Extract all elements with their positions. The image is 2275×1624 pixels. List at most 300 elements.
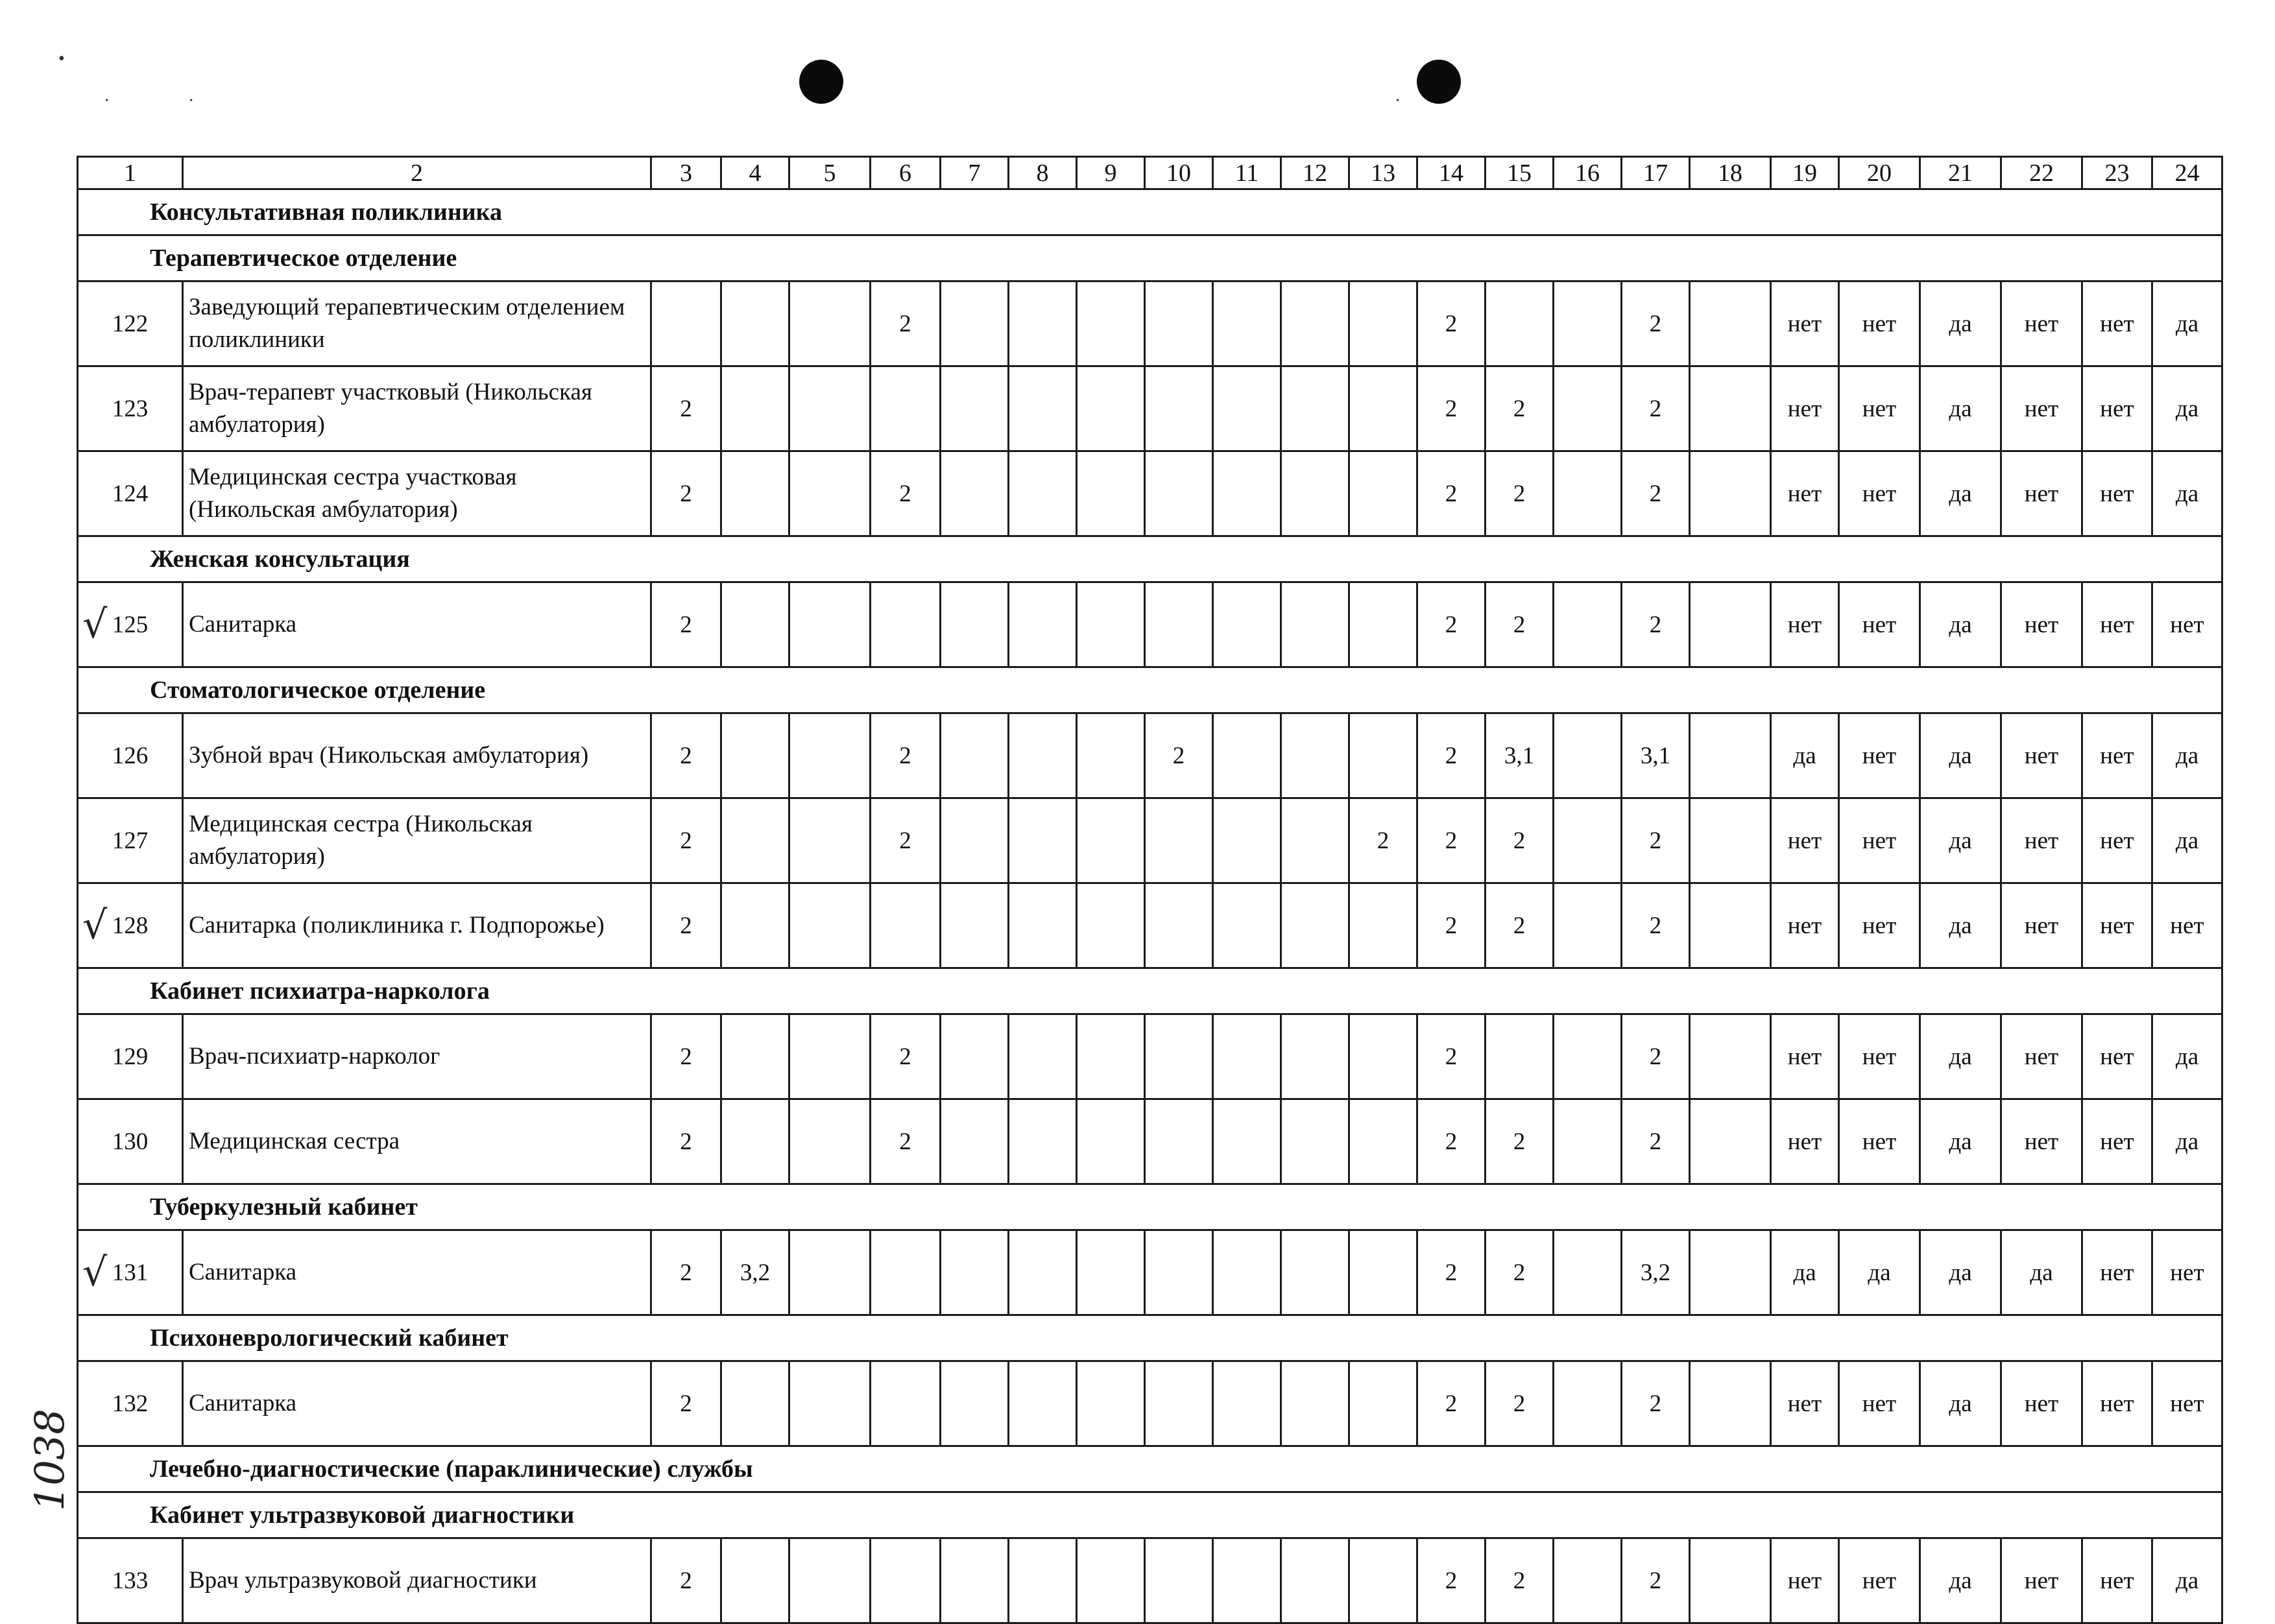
value-cell <box>1349 281 1417 366</box>
value-cell: 2 <box>1622 281 1690 366</box>
value-cell <box>789 883 871 968</box>
value-cell: да <box>1920 582 2001 667</box>
value-cell <box>941 1230 1009 1315</box>
value-cell: 2 <box>1417 1099 1486 1184</box>
value-cell: 2 <box>1622 451 1690 536</box>
value-cell: нет <box>2001 883 2082 968</box>
value-cell: нет <box>2001 366 2082 451</box>
value-cell <box>1554 1014 1622 1099</box>
value-cell: 3,1 <box>1622 713 1690 798</box>
value-cell: 2 <box>871 713 941 798</box>
value-cell: 2 <box>651 713 721 798</box>
table-row <box>78 713 2222 798</box>
value-cell: 2 <box>1486 582 1554 667</box>
value-cell <box>789 451 871 536</box>
value-cell <box>1077 582 1145 667</box>
value-cell: нет <box>1839 582 1920 667</box>
value-cell: да <box>2152 798 2222 883</box>
value-cell: 2 <box>1349 798 1417 883</box>
value-cell <box>789 1230 871 1315</box>
position-name: Врач-терапевт участковый (Никольская амбулатория) <box>183 366 651 451</box>
value-cell <box>1281 281 1349 366</box>
value-cell <box>1554 883 1622 968</box>
value-cell: нет <box>2082 798 2152 883</box>
section-row <box>78 667 2222 713</box>
position-name: Врач-психиатр-нарколог <box>183 1014 651 1099</box>
value-cell <box>1281 883 1349 968</box>
section-title: Консультативная поликлиника <box>78 189 2222 235</box>
row-number: 127 <box>112 827 149 854</box>
value-cell: нет <box>2001 798 2082 883</box>
row-number-cell <box>78 451 183 536</box>
value-cell: нет <box>1771 451 1839 536</box>
value-cell: нет <box>1771 281 1839 366</box>
value-cell <box>1077 1014 1145 1099</box>
value-cell: 2 <box>1486 1538 1554 1623</box>
value-cell: нет <box>1771 582 1839 667</box>
value-cell <box>1349 1014 1417 1099</box>
row-number-cell <box>78 713 183 798</box>
value-cell <box>1281 1538 1349 1623</box>
position-name: Заведующий терапевтическим отделением поликлиники <box>183 281 651 366</box>
value-cell: 2 <box>1622 883 1690 968</box>
value-cell <box>1145 281 1213 366</box>
value-cell <box>1690 1538 1771 1623</box>
value-cell <box>1145 1099 1213 1184</box>
position-name: Медицинская сестра участковая (Никольская амбулатория) <box>183 451 651 536</box>
value-cell: 2 <box>651 798 721 883</box>
table-row <box>78 1014 2222 1099</box>
section-row <box>78 536 2222 582</box>
value-cell: 3,2 <box>721 1230 789 1315</box>
value-cell <box>1009 798 1077 883</box>
value-cell: нет <box>2152 582 2222 667</box>
section-row <box>78 1184 2222 1230</box>
value-cell <box>721 1361 789 1446</box>
value-cell: да <box>1920 451 2001 536</box>
value-cell: 2 <box>1417 366 1486 451</box>
value-cell: да <box>2152 281 2222 366</box>
value-cell <box>1690 1099 1771 1184</box>
value-cell <box>1690 1361 1771 1446</box>
value-cell <box>1213 1230 1281 1315</box>
section-title: Женская консультация <box>78 536 2222 582</box>
value-cell: да <box>1920 1361 2001 1446</box>
value-cell <box>941 366 1009 451</box>
value-cell: 2 <box>651 582 721 667</box>
value-cell: да <box>2152 713 2222 798</box>
position-name: Медицинская сестра <box>183 1099 651 1184</box>
value-cell: 2 <box>871 451 941 536</box>
value-cell <box>1145 798 1213 883</box>
value-cell <box>721 1538 789 1623</box>
value-cell: 2 <box>1417 1014 1486 1099</box>
value-cell: 2 <box>1622 1361 1690 1446</box>
value-cell: нет <box>2001 281 2082 366</box>
row-number: 125 <box>112 611 149 638</box>
value-cell <box>721 451 789 536</box>
column-number: 19 <box>1771 157 1839 189</box>
value-cell: нет <box>1839 1538 1920 1623</box>
value-cell <box>1690 798 1771 883</box>
value-cell: нет <box>1771 1014 1839 1099</box>
value-cell <box>1349 1099 1417 1184</box>
scan-speck: · <box>188 91 195 111</box>
position-name: Санитарка <box>183 1361 651 1446</box>
value-cell: 2 <box>651 451 721 536</box>
value-cell: да <box>1839 1230 1920 1315</box>
row-number: 122 <box>112 310 149 337</box>
value-cell: 2 <box>651 366 721 451</box>
value-cell <box>871 1361 941 1446</box>
value-cell: нет <box>1839 1361 1920 1446</box>
value-cell <box>1554 1099 1622 1184</box>
column-number: 21 <box>1920 157 2001 189</box>
value-cell <box>941 713 1009 798</box>
table-row <box>78 582 2222 667</box>
value-cell <box>1690 451 1771 536</box>
value-cell <box>1690 582 1771 667</box>
section-row <box>78 189 2222 235</box>
value-cell: 2 <box>1486 883 1554 968</box>
value-cell <box>941 798 1009 883</box>
position-name: Медицинская сестра (Никольская амбулатория) <box>183 798 651 883</box>
value-cell: 2 <box>871 1099 941 1184</box>
row-number: 129 <box>112 1043 149 1070</box>
row-number: 124 <box>112 480 149 507</box>
row-number-cell <box>78 1538 183 1623</box>
value-cell <box>1554 366 1622 451</box>
value-cell <box>1690 281 1771 366</box>
value-cell <box>721 582 789 667</box>
value-cell <box>1145 883 1213 968</box>
value-cell <box>1145 1361 1213 1446</box>
value-cell: нет <box>2082 366 2152 451</box>
value-cell <box>1145 1230 1213 1315</box>
value-cell <box>1213 798 1281 883</box>
value-cell: 2 <box>1622 366 1690 451</box>
value-cell <box>1009 1538 1077 1623</box>
value-cell <box>1281 582 1349 667</box>
value-cell: да <box>1920 1014 2001 1099</box>
table-row <box>78 281 2222 366</box>
value-cell <box>721 798 789 883</box>
value-cell <box>1349 1230 1417 1315</box>
section-title: Стоматологическое отделение <box>78 667 2222 713</box>
value-cell: нет <box>1839 798 1920 883</box>
table-row <box>78 798 2222 883</box>
value-cell: нет <box>2082 451 2152 536</box>
handwritten-check-mark: √ <box>82 903 108 948</box>
column-number: 2 <box>183 157 651 189</box>
value-cell <box>941 883 1009 968</box>
position-name: Зубной врач (Никольская амбулатория) <box>183 713 651 798</box>
section-title: Терапевтическое отделение <box>78 235 2222 281</box>
value-cell <box>789 713 871 798</box>
section-row <box>78 235 2222 281</box>
section-title: Кабинет психиатра-нарколога <box>78 968 2222 1014</box>
section-row <box>78 1492 2222 1538</box>
value-cell <box>941 451 1009 536</box>
value-cell <box>721 1099 789 1184</box>
value-cell <box>1009 883 1077 968</box>
value-cell: да <box>2152 451 2222 536</box>
value-cell <box>1145 1538 1213 1623</box>
value-cell: да <box>2152 366 2222 451</box>
value-cell <box>871 366 941 451</box>
value-cell <box>1690 1014 1771 1099</box>
value-cell <box>1554 582 1622 667</box>
column-number: 4 <box>721 157 789 189</box>
column-number: 14 <box>1417 157 1486 189</box>
section-row <box>78 968 2222 1014</box>
value-cell: 2 <box>1486 366 1554 451</box>
value-cell: 2 <box>1417 451 1486 536</box>
value-cell: нет <box>2082 883 2152 968</box>
value-cell <box>1213 1538 1281 1623</box>
value-cell: нет <box>1771 1361 1839 1446</box>
value-cell <box>1281 1230 1349 1315</box>
value-cell: нет <box>1771 883 1839 968</box>
column-number: 20 <box>1839 157 1920 189</box>
row-number: 123 <box>112 395 149 422</box>
column-number: 6 <box>871 157 941 189</box>
value-cell <box>789 798 871 883</box>
value-cell: да <box>2152 1014 2222 1099</box>
value-cell: нет <box>1771 366 1839 451</box>
value-cell: 2 <box>1417 713 1486 798</box>
value-cell <box>1554 1538 1622 1623</box>
column-number: 16 <box>1554 157 1622 189</box>
value-cell <box>1690 713 1771 798</box>
row-number-cell <box>78 798 183 883</box>
table-row <box>78 883 2222 968</box>
value-cell: да <box>1771 713 1839 798</box>
value-cell: да <box>2152 1099 2222 1184</box>
value-cell <box>1554 451 1622 536</box>
column-number: 3 <box>651 157 721 189</box>
value-cell: нет <box>1839 451 1920 536</box>
value-cell <box>1281 451 1349 536</box>
value-cell <box>1145 582 1213 667</box>
row-number: 126 <box>112 742 149 769</box>
table-row <box>78 366 2222 451</box>
value-cell <box>721 281 789 366</box>
value-cell <box>941 1014 1009 1099</box>
value-cell <box>1213 281 1281 366</box>
column-number: 22 <box>2001 157 2082 189</box>
value-cell <box>1213 1361 1281 1446</box>
value-cell <box>1349 451 1417 536</box>
value-cell: нет <box>1839 281 1920 366</box>
value-cell <box>941 1099 1009 1184</box>
value-cell: да <box>1920 366 2001 451</box>
value-cell <box>1077 1099 1145 1184</box>
section-title: Туберкулезный кабинет <box>78 1184 2222 1230</box>
value-cell <box>1281 366 1349 451</box>
value-cell: да <box>1920 1230 2001 1315</box>
value-cell <box>721 713 789 798</box>
value-cell: нет <box>1839 1014 1920 1099</box>
value-cell <box>1349 366 1417 451</box>
value-cell <box>721 1014 789 1099</box>
value-cell: нет <box>2082 713 2152 798</box>
value-cell <box>789 281 871 366</box>
value-cell <box>789 1538 871 1623</box>
value-cell <box>1281 713 1349 798</box>
value-cell <box>1554 281 1622 366</box>
value-cell <box>1077 451 1145 536</box>
value-cell: нет <box>1839 713 1920 798</box>
table-row <box>78 1099 2222 1184</box>
value-cell: 2 <box>871 798 941 883</box>
value-cell <box>941 281 1009 366</box>
section-title: Кабинет ультразвуковой диагностики <box>78 1492 2222 1538</box>
handwritten-check-mark: √ <box>82 1250 108 1295</box>
value-cell: да <box>1920 883 2001 968</box>
row-number: 128 <box>112 912 149 939</box>
handwritten-page-number: 1038 <box>26 1409 73 1511</box>
value-cell: нет <box>2082 1099 2152 1184</box>
row-number-cell <box>78 1099 183 1184</box>
section-title: Психоневрологический кабинет <box>78 1315 2222 1361</box>
value-cell: 2 <box>1622 582 1690 667</box>
scan-speck: • <box>58 49 65 69</box>
value-cell <box>941 1361 1009 1446</box>
value-cell <box>1077 281 1145 366</box>
value-cell: 2 <box>1622 1538 1690 1623</box>
section-row <box>78 1315 2222 1361</box>
column-number: 15 <box>1486 157 1554 189</box>
value-cell <box>1486 1014 1554 1099</box>
value-cell <box>941 582 1009 667</box>
value-cell: нет <box>2001 451 2082 536</box>
value-cell: нет <box>1771 1099 1839 1184</box>
value-cell <box>1077 713 1145 798</box>
value-cell <box>1145 1014 1213 1099</box>
value-cell <box>1554 1230 1622 1315</box>
value-cell <box>1213 366 1281 451</box>
scan-speck: · <box>104 91 110 111</box>
value-cell <box>1077 883 1145 968</box>
column-number: 23 <box>2082 157 2152 189</box>
value-cell: нет <box>2152 883 2222 968</box>
value-cell: нет <box>2001 1099 2082 1184</box>
value-cell <box>1009 1361 1077 1446</box>
value-cell <box>941 1538 1009 1623</box>
value-cell <box>1077 1361 1145 1446</box>
value-cell <box>1009 281 1077 366</box>
row-number-cell <box>78 281 183 366</box>
value-cell <box>1213 451 1281 536</box>
value-cell <box>1077 1230 1145 1315</box>
value-cell <box>1145 366 1213 451</box>
value-cell: нет <box>2082 582 2152 667</box>
value-cell <box>651 281 721 366</box>
value-cell <box>1281 1014 1349 1099</box>
position-name: Санитарка <box>183 582 651 667</box>
value-cell <box>1349 1361 1417 1446</box>
value-cell: 2 <box>1622 1099 1690 1184</box>
table-row <box>78 1361 2222 1446</box>
value-cell: 2 <box>651 1099 721 1184</box>
value-cell <box>1349 883 1417 968</box>
value-cell: нет <box>1839 366 1920 451</box>
value-cell: нет <box>2082 1538 2152 1623</box>
value-cell <box>1281 1099 1349 1184</box>
value-cell <box>1690 1230 1771 1315</box>
value-cell: нет <box>2001 1361 2082 1446</box>
value-cell: 2 <box>1486 1099 1554 1184</box>
value-cell: 2 <box>1417 281 1486 366</box>
value-cell: 2 <box>1486 451 1554 536</box>
value-cell <box>1077 798 1145 883</box>
value-cell <box>871 883 941 968</box>
value-cell <box>1077 366 1145 451</box>
column-number: 18 <box>1690 157 1771 189</box>
value-cell: нет <box>2001 582 2082 667</box>
value-cell <box>1349 713 1417 798</box>
value-cell: 2 <box>1417 798 1486 883</box>
value-cell <box>1281 798 1349 883</box>
section-title: Лечебно-диагностические (параклинические) службы <box>78 1446 2222 1492</box>
table-row <box>78 1538 2222 1623</box>
value-cell: 2 <box>1486 798 1554 883</box>
row-number-cell <box>78 582 183 667</box>
value-cell: да <box>1920 1099 2001 1184</box>
value-cell <box>1009 1230 1077 1315</box>
value-cell: 2 <box>651 1538 721 1623</box>
punch-hole-right <box>1417 60 1461 104</box>
value-cell: 3,1 <box>1486 713 1554 798</box>
value-cell <box>1009 713 1077 798</box>
row-number-cell <box>78 1361 183 1446</box>
row-number-cell <box>78 366 183 451</box>
table-row <box>78 451 2222 536</box>
row-number: 131 <box>112 1259 149 1286</box>
column-number: 11 <box>1213 157 1281 189</box>
column-number: 9 <box>1077 157 1145 189</box>
value-cell: да <box>1920 1538 2001 1623</box>
value-cell <box>789 366 871 451</box>
value-cell <box>1077 1538 1145 1623</box>
value-cell <box>789 1099 871 1184</box>
value-cell: нет <box>1839 883 1920 968</box>
value-cell <box>1349 1538 1417 1623</box>
value-cell: нет <box>2082 281 2152 366</box>
column-number-row <box>78 157 2222 189</box>
section-row <box>78 1446 2222 1492</box>
value-cell: нет <box>2082 1361 2152 1446</box>
value-cell: нет <box>2152 1361 2222 1446</box>
value-cell: да <box>2152 1538 2222 1623</box>
punch-hole-left <box>799 60 843 104</box>
value-cell: 2 <box>871 1014 941 1099</box>
value-cell <box>721 366 789 451</box>
column-number: 10 <box>1145 157 1213 189</box>
value-cell: 2 <box>1417 1361 1486 1446</box>
position-name: Санитарка <box>183 1230 651 1315</box>
table-row <box>78 1230 2222 1315</box>
value-cell <box>1281 1361 1349 1446</box>
value-cell <box>871 1230 941 1315</box>
value-cell: да <box>1771 1230 1839 1315</box>
value-cell <box>1690 883 1771 968</box>
value-cell: 2 <box>651 1230 721 1315</box>
value-cell <box>1213 883 1281 968</box>
value-cell: 2 <box>1417 1230 1486 1315</box>
value-cell: 2 <box>1417 1538 1486 1623</box>
